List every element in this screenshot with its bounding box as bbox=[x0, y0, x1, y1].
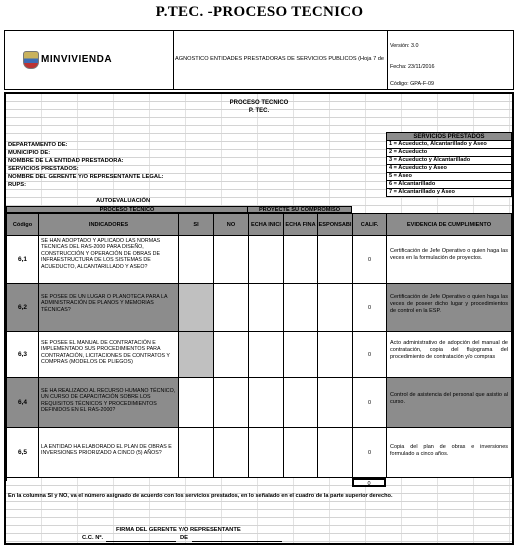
section-autoevaluacion: AUTOEVALUACIÓN bbox=[96, 198, 151, 204]
end-date-input[interactable] bbox=[284, 378, 318, 428]
group-header-proceso: PROCESO TÉCNICO bbox=[6, 206, 248, 213]
end-date-input[interactable] bbox=[284, 284, 318, 332]
start-date-input[interactable] bbox=[249, 236, 284, 284]
no-input[interactable] bbox=[214, 284, 249, 332]
brand-name: MINVIVIENDA bbox=[41, 54, 113, 65]
cc-label: C.C. Nº. bbox=[82, 535, 104, 541]
col-header-si: SI bbox=[179, 214, 214, 236]
indicators-table bbox=[6, 213, 512, 481]
services-item: 5 = Aseo bbox=[386, 173, 512, 181]
row-code: 6,5 bbox=[7, 428, 39, 478]
field-departamento: DEPARTAMENTO DE: bbox=[8, 142, 68, 148]
date-label: Fecha: 23/11/2016 bbox=[390, 64, 435, 70]
row-code: 6,4 bbox=[7, 378, 39, 428]
services-item: 6 = Alcantarillado bbox=[386, 181, 512, 189]
services-legend-title: SERVICIOS PRESTADOS bbox=[386, 132, 512, 141]
col-header-end-date: ECHA FINA bbox=[284, 214, 318, 236]
services-item: 7 = Alcantarillado y Aseo bbox=[386, 189, 512, 197]
col-header-responsible: ESPONSABI bbox=[318, 214, 353, 236]
version-label: Versión: 3.0 bbox=[390, 43, 419, 49]
si-input[interactable] bbox=[179, 378, 214, 428]
start-date-input[interactable] bbox=[249, 428, 284, 478]
row-indicator: SE POSEE EL MANUAL DE CONTRATACIÓN E IMPLEMENTADO SUS PROCEDIMIENTOS PARA CONTRATACIÓN, LICITACIONES DE CONTRATOS Y COMPRAS (MODELOS DE PLIEGOS) bbox=[39, 332, 179, 378]
responsible-input[interactable] bbox=[318, 236, 353, 284]
col-header-code: Código bbox=[7, 214, 39, 236]
field-municipio: MUNICIPIO DE: bbox=[8, 150, 51, 156]
de-label: DE bbox=[180, 535, 189, 541]
col-header-start-date: ECHA INICI bbox=[249, 214, 284, 236]
col-header-calif: CALIF. bbox=[353, 214, 387, 236]
document-title: AGNÓSTICO ENTIDADES PRESTADORAS DE SERVICIOS PÚBLICOS (Hoja 7 de bbox=[175, 56, 384, 62]
start-date-input[interactable] bbox=[249, 332, 284, 378]
row-calif: 0 bbox=[353, 378, 387, 428]
row-evidence: Certificación de Jefe Operativo o quien haga las veces en la formulación de proyectos. bbox=[387, 236, 512, 284]
services-item: 2 = Acueducto bbox=[386, 149, 512, 157]
si-input[interactable] bbox=[179, 332, 214, 378]
process-title: PROCESO TECNICO bbox=[229, 100, 289, 106]
row-indicator: SE HAN ADOPTADO Y APLICADO LAS NORMAS TECNICAS DEL RAS-2000 PARA DISEÑO, CONSTRUCCIÓN Y OPERACIÓN DE OBRAS DE INFRAESTRUCTURA DE LOS SISTEMAS DE ACUEDUCTO, ALCANTARILLADO Y ASEO? bbox=[39, 236, 179, 284]
logo-area bbox=[5, 31, 174, 89]
row-calif: 0 bbox=[353, 236, 387, 284]
coat-of-arms-icon bbox=[23, 51, 39, 69]
field-gerente: NOMBRE DEL GERENTE Y/O REPRESENTANTE LEGAL: bbox=[8, 174, 164, 180]
col-header-indicators: INDICADORES bbox=[39, 214, 179, 236]
process-subtitle: P. TEC. bbox=[248, 108, 270, 114]
responsible-input[interactable] bbox=[318, 332, 353, 378]
field-rups: RUPS: bbox=[8, 182, 27, 188]
footer-note: En la columna SI y NO, va el número asignado de acuerdo con los servicios prestados, en lo señalado en el cuadro de la parte superior derecho. bbox=[8, 493, 393, 499]
row-code: 6,1 bbox=[7, 236, 39, 284]
row-code: 6,3 bbox=[7, 332, 39, 378]
row-calif: 0 bbox=[353, 332, 387, 378]
end-date-input[interactable] bbox=[284, 332, 318, 378]
field-servicios: SERVICIOS PRESTADOS: bbox=[8, 166, 79, 172]
responsible-input[interactable] bbox=[318, 378, 353, 428]
row-evidence: Copia del plan de obras e inversiones formulado a cinco años. bbox=[387, 428, 512, 478]
de-line[interactable] bbox=[192, 541, 282, 542]
no-input[interactable] bbox=[214, 428, 249, 478]
code-label: Código: GPA-F-09 bbox=[390, 81, 434, 87]
cc-line[interactable] bbox=[106, 541, 176, 542]
col-header-evidence: EVIDENCIA DE CUMPLIMIENTO bbox=[387, 214, 512, 236]
row-evidence: Certificación de Jefe Operativo o quien haga las veces de poseer dicho lugar y procedimientos de control en la ESP. bbox=[387, 284, 512, 332]
page-title: P.TEC. -PROCESO TECNICO bbox=[155, 4, 364, 20]
col-header-no: NO bbox=[214, 214, 249, 236]
start-date-input[interactable] bbox=[249, 378, 284, 428]
si-input[interactable] bbox=[179, 236, 214, 284]
row-indicator: SE HA REALIZADO AL RECURSO HUMANO TÉCNICO, UN CURSO DE CAPACITACIÓN SOBRE LOS REQUISITOS TÉCNICOS Y PROCEDIMIENTOS DEFINIDOS EN EL RAS-2000? bbox=[39, 378, 179, 428]
si-input[interactable] bbox=[179, 428, 214, 478]
row-evidence: Acto administrativo de adopción del manual de contratación, copia del flujograma del procedimiento de contratación y/o compras bbox=[387, 332, 512, 378]
row-calif: 0 bbox=[353, 284, 387, 332]
start-date-input[interactable] bbox=[249, 284, 284, 332]
responsible-input[interactable] bbox=[318, 284, 353, 332]
no-input[interactable] bbox=[214, 236, 249, 284]
services-item: 3 = Acueducto y Alcantarillado bbox=[386, 157, 512, 165]
services-item: 1 = Acueducto, Alcantarillado y Aseo bbox=[386, 141, 512, 149]
total-calif: 0 bbox=[352, 478, 386, 487]
document-meta bbox=[387, 31, 514, 89]
row-evidence: Control de asistencia del personal que asistio al curso. bbox=[387, 378, 512, 428]
group-header-compromiso: PROYECTE SU COMPROMISO bbox=[248, 206, 352, 213]
si-input[interactable] bbox=[179, 284, 214, 332]
end-date-input[interactable] bbox=[284, 236, 318, 284]
row-calif: 0 bbox=[353, 428, 387, 478]
no-input[interactable] bbox=[214, 332, 249, 378]
form-sheet bbox=[4, 92, 514, 545]
responsible-input[interactable] bbox=[318, 428, 353, 478]
row-code: 6,2 bbox=[7, 284, 39, 332]
document-header bbox=[4, 30, 514, 90]
row-indicator: SE POSEE DE UN LUGAR O PLANOTECA PARA LA ADMINISTRACIÓN DE PLANOS Y MEMORIAS TÉCNICAS? bbox=[39, 284, 179, 332]
no-input[interactable] bbox=[214, 378, 249, 428]
field-entidad: NOMBRE DE LA ENTIDAD PRESTADORA: bbox=[8, 158, 124, 164]
services-item: 4 = Acueducto y Aseo bbox=[386, 165, 512, 173]
row-indicator: LA ENTIDAD HA ELABORADO EL PLAN DE OBRAS E INVERSIONES PRIORIZADO A CINCO (5) AÑOS? bbox=[39, 428, 179, 478]
end-date-input[interactable] bbox=[284, 428, 318, 478]
signature-title: FIRMA DEL GERENTE Y/O REPRESENTANTE bbox=[116, 527, 241, 533]
